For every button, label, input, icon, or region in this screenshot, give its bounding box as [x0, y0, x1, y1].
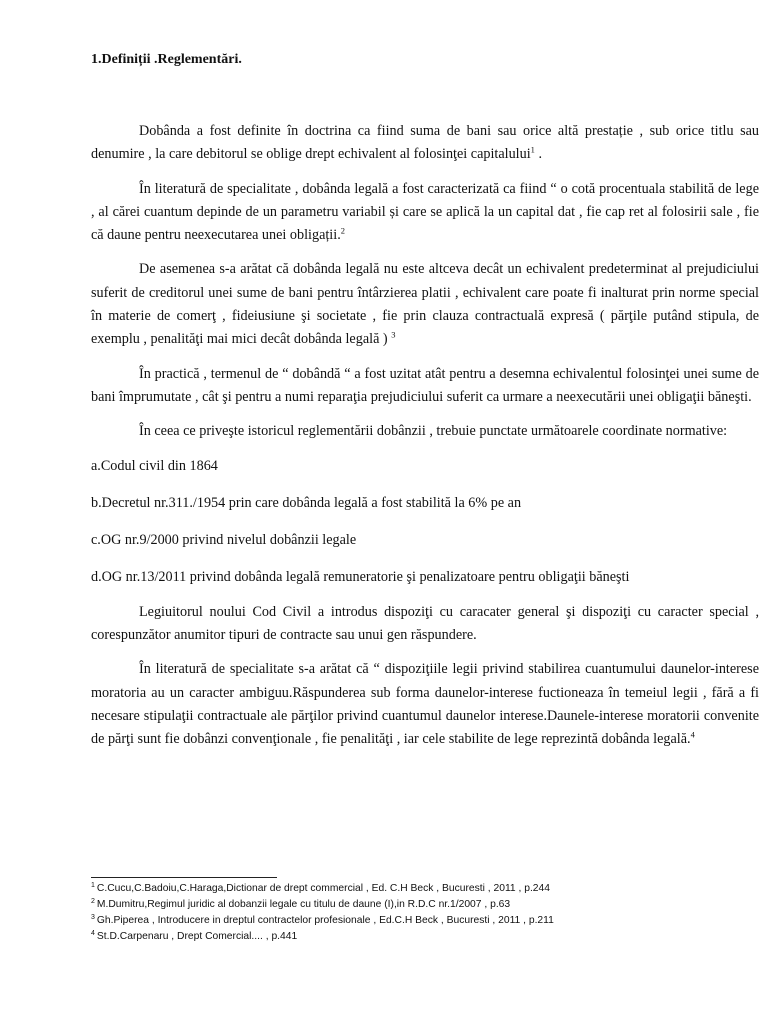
- paragraph: [91, 601, 759, 648]
- paragraph-text: În ceea ce priveşte istoricul reglementării dobânzii , trebuie punctate următoarele coordinate normative:: [139, 423, 728, 440]
- paragraph-text: Dobânda a fost definite în doctrina ca fiind suma de bani sau orice altă prestație , sub orice titlu sau denumire , la care debitorul se oblige drept echivalent al folosinţei capitalului: [91, 123, 759, 163]
- paragraph: [91, 178, 759, 248]
- footnote: [91, 881, 731, 897]
- paragraph: [91, 420, 759, 443]
- list-item: a.Codul civil din 1864: [91, 457, 218, 474]
- footnote-number: 2: [91, 897, 95, 905]
- paragraph-text: În practică , termenul de “ dobândă “ a fost uzitat atât pentru a desemna echivalentul folosinţei unei sume de bani împrumutate , cât şi pentru a numi reparaţia prejudiciului suferit ca urmare a neexecutării unei obligaţii băneşti.: [91, 365, 759, 405]
- paragraph-tail: .: [534, 146, 542, 163]
- footnote-ref[interactable]: 2: [340, 225, 345, 236]
- section-heading: 1.Definiții .Reglementări.: [91, 52, 242, 67]
- footnote-ref[interactable]: 1: [530, 144, 535, 155]
- paragraph: [91, 258, 759, 351]
- paragraph: [91, 363, 759, 410]
- list-item: d.OG nr.13/2011 privind dobânda legală remuneratorie şi penalizatoare pentru obligaţii băneşti: [91, 569, 630, 586]
- paragraph: [91, 120, 759, 167]
- paragraph-text: În literatură de specialitate , dobânda legală a fost caracterizată ca fiind “ o cotă procentuala stabilită de lege , al cărei cuantum depinde de un parametru variabil și care se aplică la un capital dat , fie cap ret al folosirii sale , fie că daune pentru neexecutarea unei obligații.: [91, 180, 759, 244]
- paragraph: [91, 658, 759, 751]
- footnote: [91, 913, 731, 929]
- list-item: c.OG nr.9/2000 privind nivelul dobânzii legale: [91, 532, 357, 549]
- footnote-text: Gh.Piperea , Introducere in dreptul contractelor profesionale , Ed.C.H Beck , Bucuresti , 2011 , p.211: [96, 915, 554, 926]
- paragraph-text: De asemenea s-a arătat că dobânda legală nu este altceva decât un echivalent predeterminat al prejudiciului suferit de creditorul unei sume de bani pentru întârzierea platii , echivalent care poate fi inalturat prin norme special în materie de comerţ , fideiusiune şi societate , fie prin clauza contractuală expresă ( părţile putând stipula, de exemplu , penalităţi mai mici decât dobânda legală ): [91, 261, 759, 348]
- footnote-text: M.Dumitru,Regimul juridic al dobanzii legale cu titulu de daune (I),in R.D.C nr.1/2007 , p.63: [96, 899, 511, 910]
- footnote-number: 3: [91, 913, 95, 921]
- body-text: [91, 120, 759, 763]
- paragraph-text: Legiuitorul noului Cod Civil a introdus dispoziţi cu caracater general şi dispoziţi cu caracter special , corespunzător anumitor tipuri de contracte sau unui gen răspundere.: [91, 603, 759, 644]
- footnote: [91, 929, 731, 945]
- footnote-ref[interactable]: 3: [391, 329, 396, 340]
- paragraph-text: În literatură de specialitate s-a arătat că “ dispoziţiile legii privind stabilirea cuantumului daunelor-interese moratoria au un caracter ambiguu.Răspunderea sub forma daunelor-interese fuctioneaza în temeiul legii , fără a fi necesare stipulaţii contractuale ale părţilor privind cuantumul daunelor interese.Daunele-interese moratorii convenite de părţi sunt fie dobânzi convenţionale , fie penalităţi , iar cele stabilite de lege reprezintă dobânda legală.: [91, 661, 759, 748]
- footnote-text: C.Cucu,C.Badoiu,C.Haraga,Dictionar de drept commercial , Ed. C.H Beck , Bucuresti , 2011 , p.244: [96, 883, 550, 894]
- footnote-text: St.D.Carpenaru , Drept Comercial.... , p.441: [96, 931, 298, 942]
- list-item: b.Decretul nr.311./1954 prin care dobânda legală a fost stabilită la 6% pe an: [91, 494, 522, 511]
- footnote-number: 4: [91, 929, 95, 937]
- footnote: [91, 897, 731, 913]
- footnote-separator: [91, 877, 277, 878]
- footnote-number: 1: [91, 881, 95, 889]
- footnotes: [91, 881, 731, 945]
- footnote-ref[interactable]: 4: [690, 729, 695, 740]
